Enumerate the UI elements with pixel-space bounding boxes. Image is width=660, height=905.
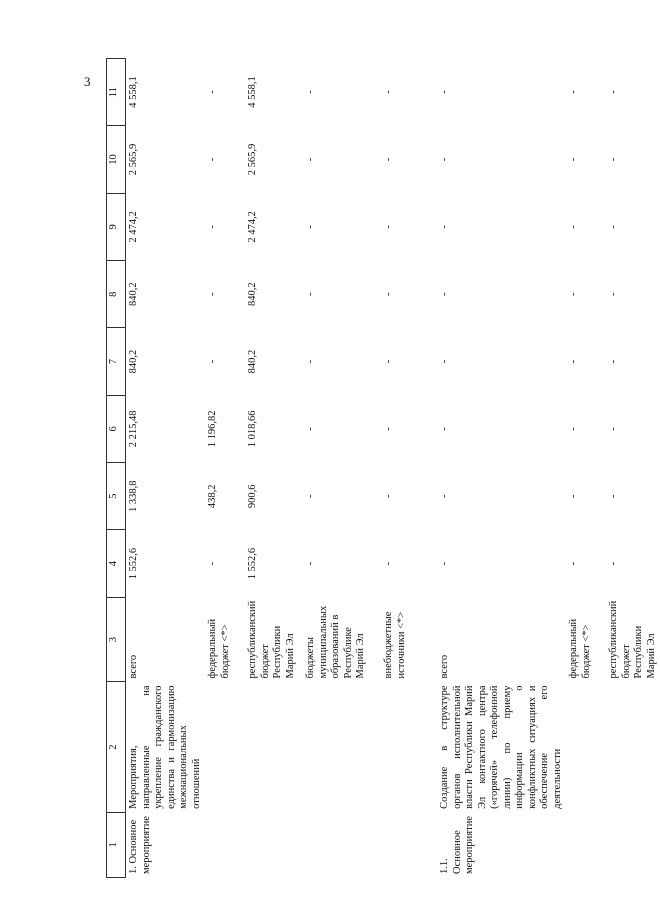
value-cell: - [568,561,579,566]
value-cell: 2 565,9 [128,143,139,176]
value-cell: - [608,561,619,566]
table-row [245,59,303,878]
header-cell: 9 [107,193,126,260]
header-cell: 6 [107,395,126,462]
value-cell: - [568,157,579,162]
value-cell: 2 474,2 [247,211,258,243]
activity-description-cell [381,682,425,812]
activity-number-cell: 1. Основное мероприятие [128,816,152,874]
value-cell: - [383,90,394,94]
value-cell: - [439,292,450,296]
header-cell: 1 [107,812,126,877]
page-number: 3 [84,74,91,89]
value-cell: - [383,157,394,162]
value-cell: - [383,561,394,566]
header-cell: 7 [107,328,126,395]
value-cell: 840,2 [247,282,258,307]
value-cell: 1 018,66 [247,410,258,448]
activity-number-cell [303,812,381,877]
value-cell: - [608,427,619,431]
value-cell: - [305,359,316,364]
value-cell: 840,2 [247,349,258,374]
activity-description-cell [205,682,245,812]
value-cell: 2 474,2 [128,211,139,243]
value-cell: - [383,427,394,431]
value-cell: - [207,359,218,364]
activity-number-cell [606,812,660,877]
value-cell: 1 552,6 [128,547,139,580]
value-cell: - [439,359,450,364]
funding-source-cell: федеральный бюджет <*> [207,618,231,679]
spacer-cell [425,261,437,328]
header-cell: 8 [107,261,126,328]
value-cell: - [439,157,450,162]
value-cell: - [608,90,619,94]
header-cell: 2 [107,682,126,812]
activity-number-cell: 1.1. Основное мероприятие [439,816,475,874]
activity-number-cell [205,812,245,877]
spacer-cell [425,597,437,682]
spacer-cell [425,395,437,462]
value-cell: - [608,359,619,364]
spacer-cell [425,682,437,812]
funding-source-cell: бюджеты муниципальных образований в Республике Марий Эл [305,605,366,679]
value-cell: 4 558,1 [128,76,139,108]
spacer-cell [425,812,437,877]
header-cell: 11 [107,59,126,126]
value-cell: - [207,157,218,162]
table-row [566,59,606,878]
value-cell: 4 558,1 [247,76,258,108]
spacer-cell [425,463,437,530]
spacer-cell [425,59,437,126]
activity-number-cell [566,812,606,877]
value-cell: - [608,292,619,296]
table-row [437,59,566,878]
value-cell: 1 338,8 [128,480,139,512]
value-cell: - [568,292,579,296]
value-cell: - [439,494,450,498]
header-row [107,59,126,878]
activity-description-cell [606,682,660,812]
table-row [606,59,660,878]
activity-description-cell: Создание в структуре органов исполнительной власти Республики Марий Эл контактного центра («горячей» телефонной линии) по приему информации о конфликтных ситуациях и обеспечение его деятельности [439,685,563,809]
funding-source-cell: всего [439,654,450,679]
activity-description-cell [303,682,381,812]
value-cell: - [305,157,316,162]
value-cell: - [383,225,394,229]
header-cell: 10 [107,126,126,193]
value-cell: - [608,225,619,229]
value-cell: - [207,225,218,229]
value-cell: - [305,292,316,296]
header-cell: 5 [107,463,126,530]
spacer-cell [425,126,437,193]
value-cell: 840,2 [128,282,139,307]
value-cell: - [207,561,218,566]
value-cell: 840,2 [128,349,139,374]
value-cell: - [305,561,316,566]
value-cell: - [608,157,619,162]
value-cell: - [608,494,619,498]
budget-table [106,58,660,878]
value-cell: - [568,359,579,364]
value-cell: - [568,494,579,498]
activity-description-cell: Мероприятия, направленные на укрепление гражданского единства и гармонизацию межнациональных отношений [128,685,202,809]
value-cell: - [207,90,218,94]
value-cell: - [305,494,316,498]
funding-source-cell: федеральный бюджет <*> [568,618,592,679]
header-cell: 3 [107,597,126,682]
header-cell: 4 [107,530,126,597]
value-cell: 438,2 [207,484,218,509]
value-cell: - [383,292,394,296]
table-row [303,59,381,878]
spacer-cell [425,193,437,260]
activity-description-cell [245,682,303,812]
value-cell: - [568,225,579,229]
funding-source-cell: республиканский бюджет Республики Марий Эл [247,600,296,679]
value-cell: - [305,225,316,229]
table-body [126,59,660,878]
row-spacer [425,59,437,878]
funding-source-cell: всего [128,654,139,679]
table-row [205,59,245,878]
value-cell: - [568,427,579,431]
activity-description-cell [566,682,606,812]
value-cell: - [305,427,316,431]
funding-source-cell: республиканский бюджет Республики Марий Эл [608,600,657,679]
value-cell: 1 196,82 [207,410,218,448]
value-cell: 2 565,9 [247,143,258,176]
activity-number-cell [245,812,303,877]
value-cell: - [568,90,579,94]
value-cell: 2 215,48 [128,410,139,448]
value-cell: - [439,561,450,566]
value-cell: - [383,359,394,364]
value-cell: - [383,494,394,498]
table-row [126,59,206,878]
spacer-cell [425,530,437,597]
rotated-table-wrapper [106,58,657,878]
funding-source-cell: внебюджетные источники <*> [383,611,407,679]
value-cell: - [439,427,450,431]
value-cell: - [207,292,218,296]
value-cell: - [439,225,450,229]
spacer-cell [425,328,437,395]
value-cell: - [305,90,316,94]
table-row [381,59,425,878]
value-cell: 900,6 [247,484,258,509]
activity-number-cell [381,812,425,877]
value-cell: - [439,90,450,94]
value-cell: 1 552,6 [247,547,258,580]
